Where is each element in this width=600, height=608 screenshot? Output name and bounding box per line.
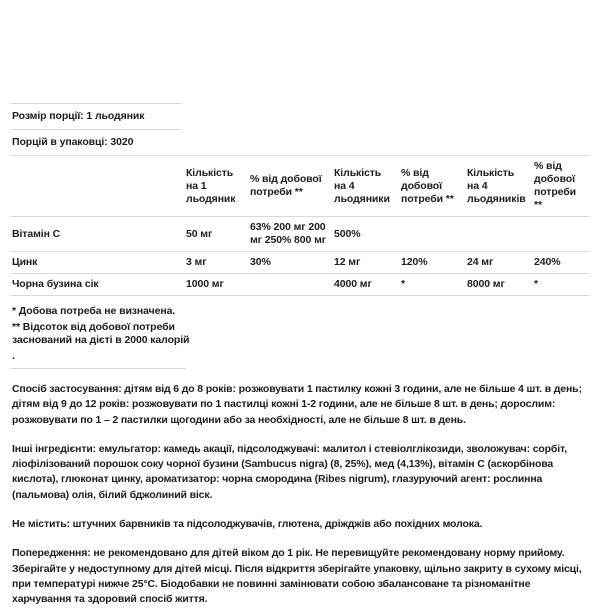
- table-cell: 63% 200 мг 200 мг 250% 800 мг: [250, 221, 327, 246]
- table-cell: *: [534, 278, 538, 290]
- table-cell: 24 мг: [467, 256, 494, 268]
- section-divider: [10, 368, 186, 369]
- table-cell: [467, 217, 534, 252]
- supplement-facts-table: [10, 155, 590, 296]
- table-cell: 4000 мг: [334, 278, 372, 290]
- table-cell: 3 мг: [186, 256, 207, 268]
- other-ingredients: Інші інгредієнти: емульгатор: камедь акації, підсолоджувачі: малитол і стевіолглікозиди, зволожувач: сорбіт, ліофілізований порошок соку чорної бузини (Sambucus nigra) (8, 25%), мед (4,13%), вітамін C (аскорбінова кислота), глюконат цинку, ароматизатор: чорна смородина (Ribes nigrum), глазуруючий агент: рослинна (пальмова) олія, білий бджолиний віск.: [12, 442, 567, 501]
- table-cell: 30%: [250, 256, 271, 268]
- table-cell: 500%: [334, 227, 361, 240]
- nutrient-name: Чорна бузина сік: [12, 278, 99, 290]
- column-header-percent-dv-2: % від добової потреби **: [401, 166, 454, 205]
- table-cell: *: [401, 278, 405, 290]
- nutrient-name: Вітамін C: [12, 227, 61, 240]
- usage-instructions: Спосіб застосування: дітям від 6 до 8 років: розжовувати 1 пастилку кожні 3 години, але не більше 4 шт. в день; дітям від 9 до 12 років: розжовувати по 1 пастилці кожні 1-2 години, але не більше 8 шт. в день; дорослим: розжовувати по 1 – 2 пастилки щогодини або за необхідності, але не більше 8 шт. в день.: [12, 383, 582, 426]
- column-header-percent-dv-1: % від добової потреби **: [250, 173, 322, 198]
- footnote-trailing-period: .: [12, 350, 15, 362]
- footnote-daily-value-not-established: * Добова потреба не визначена.: [12, 305, 176, 317]
- table-cell: 8000 мг: [467, 278, 505, 290]
- nutrient-row-zinc: [10, 252, 590, 274]
- footnote-percent-dv-basis: ** Відсоток від добової потреби заснований на дієті в 2000 калорій: [12, 321, 190, 346]
- table-cell: 12 мг: [334, 256, 361, 268]
- table-cell: [250, 274, 334, 296]
- column-header-amount-per-4-lozenges: Кількість на 4 льодяники: [334, 166, 390, 205]
- nutrient-row-elderberry-juice: [10, 274, 590, 296]
- description-paragraphs: [10, 382, 590, 608]
- column-header-nutrient: [10, 156, 186, 217]
- serving-size: Розмір порції: 1 льодяник: [10, 103, 182, 129]
- table-cell: [401, 217, 467, 252]
- does-not-contain: Не містить: штучних барвників та підсолоджувачів, глютена, дріжджів або похідних молока.: [12, 518, 483, 531]
- column-header-amount-per-1-lozenge: Кількість на 1 льодяник: [186, 166, 236, 205]
- table-header-row: [10, 156, 590, 217]
- table-cell: 1000 мг: [186, 278, 224, 290]
- table-cell: 50 мг: [186, 227, 213, 240]
- warnings: Попередження: не рекомендовано для дітей віком до 1 рік. Не перевищуйте рекомендовану норму прийому. Зберігайте у недоступному для дітей місці. Після відкриття зберігайте упаковку, щільно закриту в сухому місці, при температурі нижче 25°C. Біодобавки не повинні замінювати собою збалансоване та різноманітне харчування та здоровий спосіб життя.: [12, 547, 582, 606]
- nutrient-row-vitamin-c: [10, 217, 590, 252]
- table-cell: [534, 217, 590, 252]
- table-footnotes: [10, 305, 590, 363]
- column-header-amount-per-4-lozenges-2: Кількість на 4 льодяників: [467, 166, 526, 205]
- column-header-percent-dv-3: % від добової потреби **: [534, 160, 576, 211]
- table-cell: 240%: [534, 256, 561, 268]
- servings-per-container: Порцій в упаковці: 3020: [10, 129, 182, 155]
- table-cell: 120%: [401, 256, 428, 268]
- nutrient-name: Цинк: [12, 256, 38, 268]
